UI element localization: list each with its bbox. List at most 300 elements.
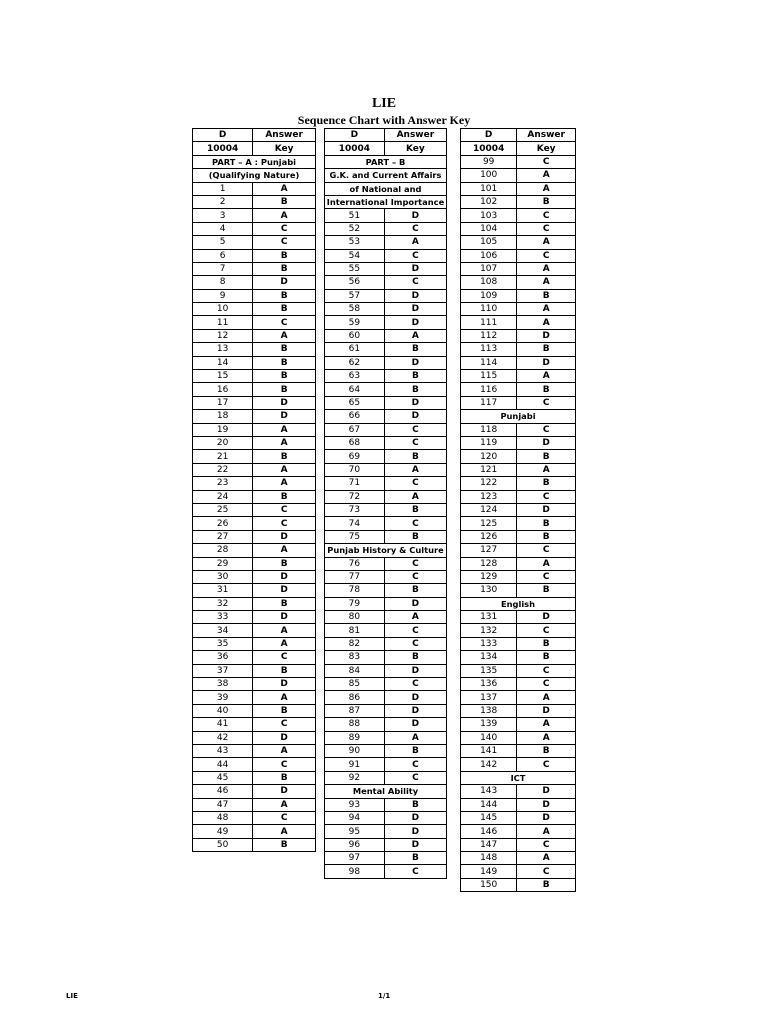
section-heading: G.K. and Current Affairs [325, 169, 447, 182]
table-row [325, 517, 447, 530]
question-number: 58 [325, 303, 385, 316]
answer-key: C [384, 637, 446, 650]
question-number: 94 [325, 811, 385, 824]
answer-key: C [384, 624, 446, 637]
question-number: 127 [461, 544, 517, 557]
question-number: 64 [325, 383, 385, 396]
question-number: 84 [325, 664, 385, 677]
table-row [193, 758, 316, 771]
table-row [193, 276, 316, 289]
answer-key: A [253, 825, 316, 838]
answer-key: A [253, 436, 316, 449]
answer-key: B [253, 383, 316, 396]
question-number: 105 [461, 236, 517, 249]
question-number: 148 [461, 852, 517, 865]
table-row [325, 637, 447, 650]
answer-key: C [384, 557, 446, 570]
question-number: 135 [461, 664, 517, 677]
question-number: 97 [325, 852, 385, 865]
question-number: 150 [461, 878, 517, 891]
question-number: 146 [461, 825, 517, 838]
table-row [461, 343, 576, 356]
header-code: 10004 [461, 142, 517, 155]
question-number: 18 [193, 410, 253, 423]
answer-key: C [384, 865, 446, 878]
question-number: 100 [461, 169, 517, 182]
question-number: 46 [193, 785, 253, 798]
table-row [461, 262, 576, 275]
table-row [325, 825, 447, 838]
question-number: 22 [193, 463, 253, 476]
question-number: 119 [461, 436, 517, 449]
table-row [325, 262, 447, 275]
question-number: 30 [193, 570, 253, 583]
table-row [193, 222, 316, 235]
table-row [193, 289, 316, 302]
answer-key: B [517, 477, 576, 490]
question-number: 19 [193, 423, 253, 436]
answer-key: A [253, 182, 316, 195]
question-number: 129 [461, 570, 517, 583]
section-heading: PART – A : Punjabi [193, 155, 316, 168]
answer-key: C [384, 222, 446, 235]
table-row [325, 570, 447, 583]
question-number: 143 [461, 785, 517, 798]
answer-key: D [384, 209, 446, 222]
table-row [193, 517, 316, 530]
answer-key: A [253, 544, 316, 557]
question-number: 108 [461, 276, 517, 289]
table-row [193, 570, 316, 583]
table-row [193, 651, 316, 664]
table-row [193, 329, 316, 342]
table-row [325, 222, 447, 235]
answer-key: B [253, 370, 316, 383]
table-row [325, 611, 447, 624]
answer-key: C [253, 316, 316, 329]
answer-key: A [517, 169, 576, 182]
table-row [461, 704, 576, 717]
question-number: 4 [193, 222, 253, 235]
question-number: 140 [461, 731, 517, 744]
answer-key: C [384, 423, 446, 436]
table-row [193, 731, 316, 744]
section-heading-row [461, 597, 576, 610]
table-row [193, 383, 316, 396]
table-row [193, 704, 316, 717]
answer-key: A [253, 637, 316, 650]
answer-key: C [384, 678, 446, 691]
answer-key: C [253, 758, 316, 771]
question-number: 67 [325, 423, 385, 436]
answer-key: B [384, 798, 446, 811]
header-key: Key [253, 142, 316, 155]
table-row [461, 450, 576, 463]
answer-key: B [384, 744, 446, 757]
section-heading: of National and [325, 182, 447, 195]
answer-key: A [253, 624, 316, 637]
question-number: 131 [461, 611, 517, 624]
question-number: 60 [325, 329, 385, 342]
question-number: 95 [325, 825, 385, 838]
table-row [461, 303, 576, 316]
table-row [325, 597, 447, 610]
question-number: 53 [325, 236, 385, 249]
table-row [325, 852, 447, 865]
table-row [325, 423, 447, 436]
answer-key: D [517, 503, 576, 516]
table-row [325, 798, 447, 811]
answer-key: C [517, 423, 576, 436]
table-row [325, 624, 447, 637]
answer-key: B [253, 557, 316, 570]
question-number: 26 [193, 517, 253, 530]
question-number: 40 [193, 704, 253, 717]
table-row [461, 678, 576, 691]
question-number: 83 [325, 651, 385, 664]
table-row [461, 383, 576, 396]
table-row [193, 624, 316, 637]
question-number: 104 [461, 222, 517, 235]
answer-key: B [253, 490, 316, 503]
answer-key: A [517, 825, 576, 838]
answer-key: C [517, 758, 576, 771]
table-row [325, 865, 447, 878]
question-number: 88 [325, 718, 385, 731]
question-number: 98 [325, 865, 385, 878]
table-row [325, 557, 447, 570]
table-row [325, 276, 447, 289]
question-number: 44 [193, 758, 253, 771]
answer-key: D [384, 597, 446, 610]
answer-key: D [253, 584, 316, 597]
question-number: 79 [325, 597, 385, 610]
question-number: 13 [193, 343, 253, 356]
answer-key: D [384, 664, 446, 677]
header-d: D [193, 129, 253, 142]
answer-key: C [384, 276, 446, 289]
answer-key: A [517, 316, 576, 329]
question-number: 121 [461, 463, 517, 476]
answer-key: C [517, 396, 576, 409]
table-row [461, 825, 576, 838]
table-row [325, 530, 447, 543]
answer-key: C [517, 678, 576, 691]
section-heading: PART – B [325, 155, 447, 168]
section-heading: Mental Ability [325, 785, 447, 798]
answer-key: D [253, 410, 316, 423]
table-row [461, 798, 576, 811]
answer-key: C [517, 838, 576, 851]
answer-key: D [253, 530, 316, 543]
question-number: 35 [193, 637, 253, 650]
table-row [193, 436, 316, 449]
question-number: 139 [461, 718, 517, 731]
header-key: Key [384, 142, 446, 155]
answer-key: A [384, 329, 446, 342]
table-row [325, 584, 447, 597]
question-number: 39 [193, 691, 253, 704]
table-row [325, 370, 447, 383]
header-key: Key [517, 142, 576, 155]
answer-key: C [384, 436, 446, 449]
section-heading: Punjab History & Culture [325, 544, 447, 557]
table-row [193, 236, 316, 249]
answer-key: B [253, 704, 316, 717]
answer-key: A [253, 423, 316, 436]
answer-key: D [253, 276, 316, 289]
section-heading: ICT [461, 771, 576, 784]
table-row [461, 744, 576, 757]
question-number: 78 [325, 584, 385, 597]
table-row [325, 356, 447, 369]
table-row [325, 731, 447, 744]
answer-key: B [517, 517, 576, 530]
question-number: 141 [461, 744, 517, 757]
answer-key: D [384, 838, 446, 851]
answer-key: A [253, 209, 316, 222]
table-row [325, 838, 447, 851]
question-number: 36 [193, 651, 253, 664]
answer-key: A [253, 477, 316, 490]
answer-key: B [517, 744, 576, 757]
question-number: 137 [461, 691, 517, 704]
table-row [325, 316, 447, 329]
answer-table-3 [460, 128, 576, 892]
answer-key: B [384, 584, 446, 597]
question-number: 81 [325, 624, 385, 637]
table-row [461, 811, 576, 824]
table-row [461, 865, 576, 878]
table-row [461, 718, 576, 731]
answer-key: A [517, 303, 576, 316]
answer-key: C [384, 517, 446, 530]
question-number: 87 [325, 704, 385, 717]
answer-key: C [517, 664, 576, 677]
question-number: 71 [325, 477, 385, 490]
table-row [325, 329, 447, 342]
question-number: 113 [461, 343, 517, 356]
question-number: 80 [325, 611, 385, 624]
header-answer: Answer [253, 129, 316, 142]
question-number: 102 [461, 195, 517, 208]
answer-key: A [517, 718, 576, 731]
section-heading-row [193, 155, 316, 168]
question-number: 29 [193, 557, 253, 570]
answer-key: C [384, 570, 446, 583]
answer-key: D [517, 436, 576, 449]
question-number: 89 [325, 731, 385, 744]
table-row [325, 249, 447, 262]
table-row [461, 195, 576, 208]
answer-key: C [517, 544, 576, 557]
answer-table-2 [324, 128, 447, 879]
question-number: 43 [193, 744, 253, 757]
answer-key: A [384, 490, 446, 503]
answer-key: B [384, 852, 446, 865]
table-row [461, 463, 576, 476]
table-row [193, 825, 316, 838]
header-row [325, 142, 447, 155]
question-number: 31 [193, 584, 253, 597]
question-number: 115 [461, 370, 517, 383]
answer-key: C [253, 236, 316, 249]
table-row [461, 691, 576, 704]
answer-key: B [517, 343, 576, 356]
question-number: 37 [193, 664, 253, 677]
section-heading-row [461, 771, 576, 784]
question-number: 1 [193, 182, 253, 195]
answer-key: A [253, 798, 316, 811]
answer-key: D [253, 611, 316, 624]
answer-key: D [384, 825, 446, 838]
question-number: 110 [461, 303, 517, 316]
answer-key: B [384, 383, 446, 396]
answer-key: C [517, 624, 576, 637]
question-number: 124 [461, 503, 517, 516]
question-number: 103 [461, 209, 517, 222]
header-d: D [325, 129, 385, 142]
question-number: 5 [193, 236, 253, 249]
table-row [461, 611, 576, 624]
question-number: 77 [325, 570, 385, 583]
question-number: 27 [193, 530, 253, 543]
question-number: 134 [461, 651, 517, 664]
header-row [193, 142, 316, 155]
answer-key: A [517, 557, 576, 570]
table-row [461, 852, 576, 865]
section-heading-row [461, 410, 576, 423]
answer-key: D [384, 289, 446, 302]
answer-key: A [384, 731, 446, 744]
section-heading: International Importance [325, 195, 447, 208]
answer-key: C [384, 477, 446, 490]
section-heading-row [325, 785, 447, 798]
question-number: 90 [325, 744, 385, 757]
answer-key: C [384, 249, 446, 262]
table-row [325, 678, 447, 691]
question-number: 6 [193, 249, 253, 262]
question-number: 50 [193, 838, 253, 851]
table-row [325, 691, 447, 704]
question-number: 138 [461, 704, 517, 717]
question-number: 41 [193, 718, 253, 731]
table-row [193, 182, 316, 195]
question-number: 66 [325, 410, 385, 423]
table-row [461, 370, 576, 383]
table-row [193, 249, 316, 262]
header-answer: Answer [517, 129, 576, 142]
answer-key: D [384, 316, 446, 329]
answer-key: B [253, 249, 316, 262]
table-row [461, 490, 576, 503]
answer-key: B [253, 597, 316, 610]
question-number: 68 [325, 436, 385, 449]
table-row [325, 503, 447, 516]
answer-key: D [384, 396, 446, 409]
question-number: 99 [461, 155, 517, 168]
question-number: 86 [325, 691, 385, 704]
answer-key: B [517, 450, 576, 463]
answer-key: B [517, 530, 576, 543]
question-number: 130 [461, 584, 517, 597]
section-heading: English [461, 597, 576, 610]
question-number: 96 [325, 838, 385, 851]
table-row [193, 410, 316, 423]
header-code: 10004 [193, 142, 253, 155]
answer-key: C [384, 771, 446, 784]
answer-key: D [517, 611, 576, 624]
answer-key: D [384, 718, 446, 731]
table-row [193, 530, 316, 543]
table-row [325, 758, 447, 771]
question-number: 28 [193, 544, 253, 557]
section-heading-row [325, 195, 447, 208]
section-heading-row [325, 169, 447, 182]
table-row [461, 664, 576, 677]
table-row [461, 731, 576, 744]
table-row [461, 356, 576, 369]
answer-key: A [253, 691, 316, 704]
question-number: 59 [325, 316, 385, 329]
answer-key: A [517, 463, 576, 476]
table-row [193, 678, 316, 691]
question-number: 125 [461, 517, 517, 530]
question-number: 75 [325, 530, 385, 543]
table-row [325, 343, 447, 356]
answer-key: A [253, 463, 316, 476]
question-number: 49 [193, 825, 253, 838]
question-number: 34 [193, 624, 253, 637]
table-row [461, 557, 576, 570]
section-heading-row [325, 182, 447, 195]
answer-key: D [384, 704, 446, 717]
table-row [461, 503, 576, 516]
table-row [193, 209, 316, 222]
page-number: 1/1 [378, 992, 391, 1000]
answer-key: D [517, 356, 576, 369]
question-number: 93 [325, 798, 385, 811]
table-row [325, 744, 447, 757]
table-row [461, 584, 576, 597]
question-number: 144 [461, 798, 517, 811]
question-number: 54 [325, 249, 385, 262]
question-number: 7 [193, 262, 253, 275]
answer-key: B [253, 838, 316, 851]
answer-key: A [517, 262, 576, 275]
table-row [193, 356, 316, 369]
table-row [325, 209, 447, 222]
header-row [461, 142, 576, 155]
question-number: 55 [325, 262, 385, 275]
question-number: 120 [461, 450, 517, 463]
question-number: 126 [461, 530, 517, 543]
answer-key: C [517, 222, 576, 235]
question-number: 72 [325, 490, 385, 503]
question-number: 14 [193, 356, 253, 369]
question-number: 63 [325, 370, 385, 383]
header-answer: Answer [384, 129, 446, 142]
table-row [193, 423, 316, 436]
question-number: 48 [193, 811, 253, 824]
answer-key: A [253, 329, 316, 342]
table-row [461, 276, 576, 289]
answer-key: B [253, 450, 316, 463]
answer-key: B [517, 584, 576, 597]
table-row [461, 316, 576, 329]
answer-key: D [253, 678, 316, 691]
question-number: 114 [461, 356, 517, 369]
